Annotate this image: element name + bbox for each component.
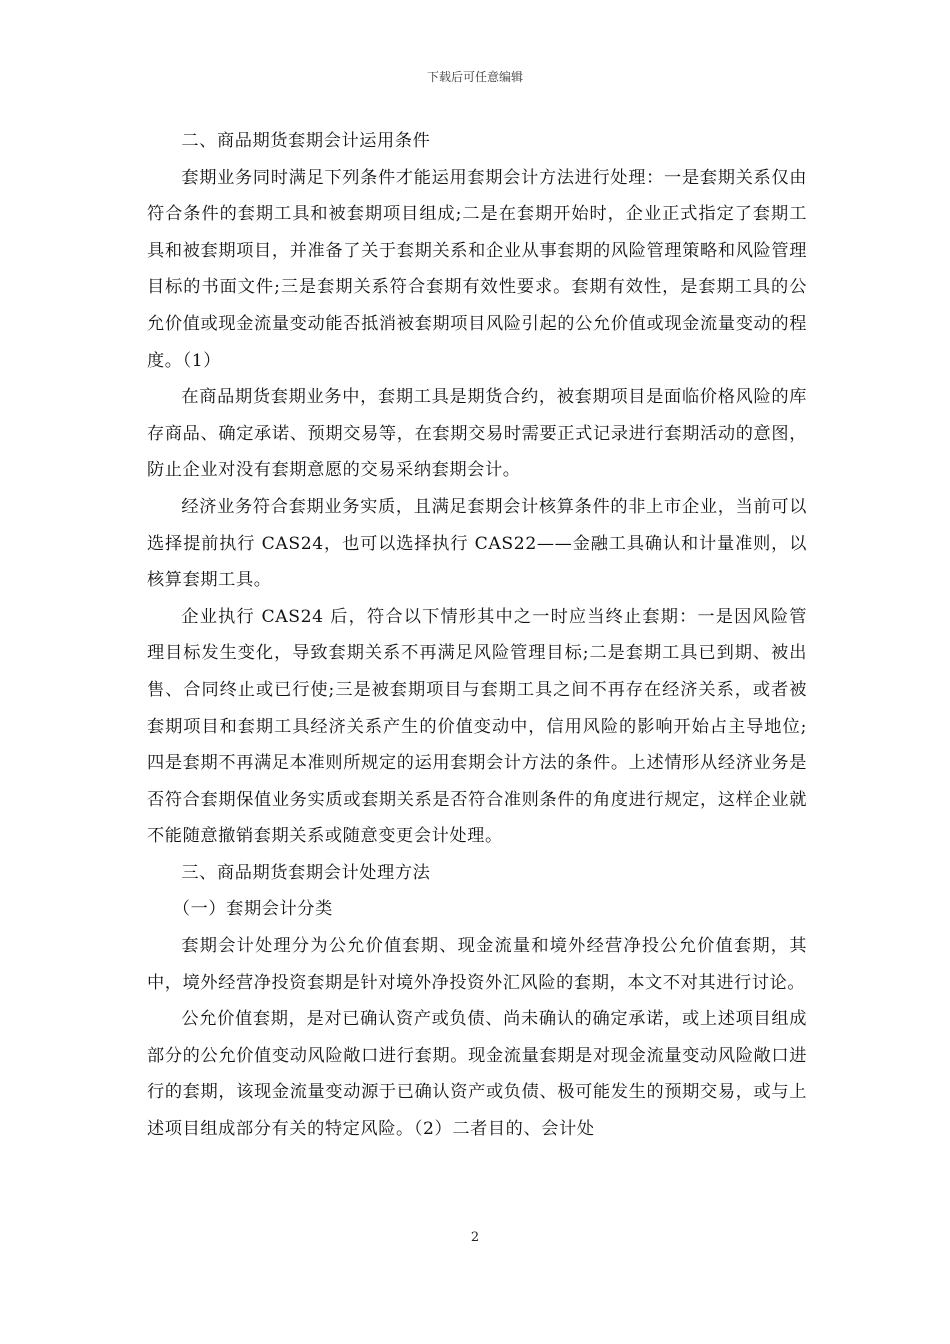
paragraph-termination: 企业执行 CAS24 后，符合以下情形其中之一时应当终止套期：一是因风险管理目标发生变化，导致套期关系不再满足风险管理目标;二是套期工具已到期、被出售、合同终止或已行使;三是被套期项目与套期工具之间不再存在经济关系，或者被套期项目和套期工具经济关系产生的价值变动中，信用风险的影响开始占主导地位;四是套期不再满足本准则所规定的运用套期会计方法的条件。上述情形从经济业务是否符合套期保值业务实质或套期关系是否符合准则条件的角度进行规定，这样企业就不能随意撤销套期关系或随意变更会计处理。	[147, 606, 807, 847]
page-header: 下载后可任意编辑	[426, 70, 523, 84]
paragraph-classification: 套期会计处理分为公允价值套期、现金流量和境外经营净投公允价值套期，其中，境外经营净投资套期是针对境外净投资外汇风险的套期，本文不对其进行讨论。	[147, 936, 807, 993]
paragraph-unlisted-enterprises: 经济业务符合套期业务实质，且满足套期会计核算条件的非上市企业，当前可以选择提前执行 CAS24，也可以选择执行 CAS22——金融工具确认和计量准则，以核算套期工具。	[147, 496, 807, 591]
paragraph-commodity-futures: 在商品期货套期业务中，套期工具是期货合约，被套期项目是面临价格风险的库存商品、确定承诺、预期交易等，在套期交易时需要正式记录进行套期活动的意图，防止企业对没有套期意愿的交易采纳套期会计。	[147, 387, 807, 481]
paragraph-fair-value-hedge: 公允价值套期，是对已确认资产或负债、尚未确认的确定承诺，或上述项目组成部分的公允价值变动风险敞口进行套期。现金流量套期是对现金流量变动风险敞口进行的套期，该现金流量变动源于已确认资产或负债、极可能发生的预期交易，或与上述项目组成部分有关的特定风险。（2）二者目的、会计处	[147, 1009, 807, 1140]
document-body	[147, 123, 807, 1148]
page-number: 2	[470, 1230, 480, 1245]
subsection-heading-1: （一）套期会计分类	[172, 899, 333, 920]
section-heading-2: 二、商品期货套期会计运用条件	[181, 131, 431, 151]
section-heading-3: 三、商品期货套期会计处理方法	[181, 862, 431, 883]
paragraph-hedge-conditions: 套期业务同时满足下列条件才能运用套期会计方法进行处理：一是套期关系仅由符合条件的套期工具和被套期项目组成;二是在套期开始时，企业正式指定了套期工具和被套期项目，并准备了关于套期关系和企业从事套期的风险管理策略和风险管理目标的书面文件;三是套期关系符合套期有效性要求。套期有效性，是套期工具的公允价值或现金流量变动能否抵消被套期项目风险引起的公允价值或现金流量变动的程度。（1）	[147, 167, 807, 371]
